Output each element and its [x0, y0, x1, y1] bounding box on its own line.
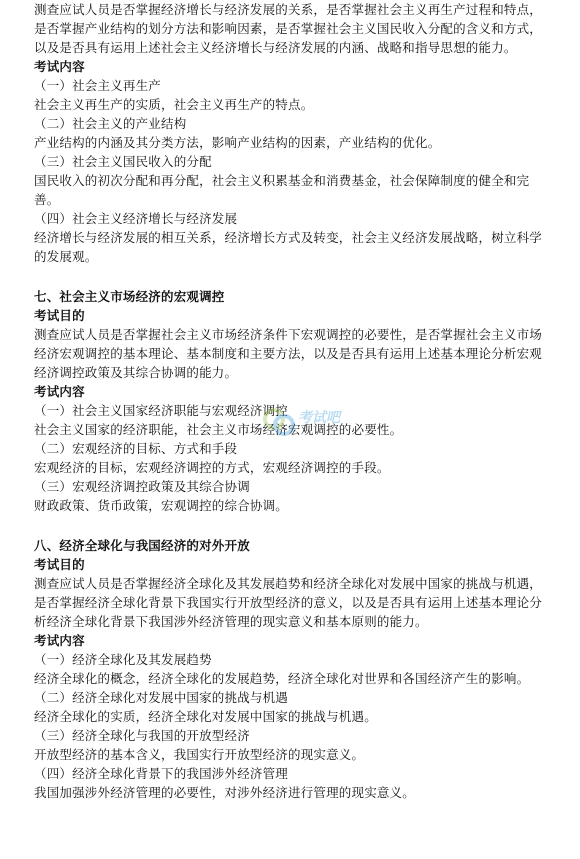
block1-item-4-title: （四）社会主义经济增长与经济发展 [34, 211, 238, 226]
block-1 [0, 0, 580, 266]
section8-item-3-body: 开放型经济的基本含义，我国实行开放型经济的现实意义。 [34, 747, 365, 762]
watermark-logo [260, 405, 380, 445]
block1-content-label: 考试内容 [34, 59, 85, 74]
section8-item-3-title: （三）经济全球化与我国的开放型经济 [34, 728, 250, 743]
block1-item-3-title: （三）社会主义国民收入的分配 [34, 154, 212, 169]
section7-goal-label: 考试目的 [34, 308, 85, 323]
section7-heading: 七、社会主义市场经济的宏观调控 [34, 289, 225, 304]
section8-goal-label: 考试目的 [34, 557, 85, 572]
section-8 [0, 536, 580, 802]
section8-item-2-title: （二）经济全球化对发展中国家的挑战与机遇 [34, 690, 289, 705]
section7-goal: 测查应试人员是否掌握社会主义市场经济条件下宏观调控的必要性，是否掌握社会主义市场经济宏观调控的基本理论、基本制度和主要方法，以及是否具有运用上述基本理论分析宏观经济调控政策及其综合协调的能力。 [34, 327, 543, 380]
block1-item-2-body: 产业结构的内涵及其分类方法，影响产业结构的因素，产业结构的优化。 [34, 135, 441, 150]
section-gap [0, 515, 580, 536]
block1-item-1-title: （一）社会主义再生产 [34, 78, 162, 93]
block1-item-3-body: 国民收入的初次分配和再分配，社会主义积累基金和消费基金，社会保障制度的健全和完善。 [34, 173, 530, 207]
section8-content-label: 考试内容 [34, 633, 85, 648]
section8-item-4-title: （四）经济全球化背景下的我国涉外经济管理 [34, 766, 289, 781]
section8-goal: 测查应试人员是否掌握经济全球化及其发展趋势和经济全球化对发展中国家的挑战与机遇，是否掌握经济全球化背景下我国实行开放型经济的意义，以及是否具有运用上述基本理论分析经济全球化背景下我国涉外经济管理的现实意义和基本原则的能力。 [34, 576, 543, 629]
block1-item-4-body: 经济增长与经济发展的相互关系，经济增长方式及转变，社会主义经济发展战略，树立科学的发展观。 [34, 230, 543, 264]
watermark-swirl-icon [260, 405, 300, 441]
block1-item-2-title: （二）社会主义的产业结构 [34, 116, 187, 131]
section8-item-1-title: （一）经济全球化及其发展趋势 [34, 652, 212, 667]
section7-item-3-title: （三）宏观经济调控政策及其综合协调 [34, 479, 250, 494]
section8-item-1-body: 经济全球化的概念，经济全球化的发展趋势，经济全球化对世界和各国经济产生的影响。 [34, 671, 530, 686]
section-7 [0, 287, 580, 515]
section7-item-2-body: 宏观经济的目标，宏观经济调控的方式，宏观经济调控的手段。 [34, 460, 390, 475]
section8-item-4-body: 我国加强涉外经济管理的必要性，对涉外经济进行管理的现实意义。 [34, 785, 416, 800]
section7-item-2-title: （二）宏观经济的目标、方式和手段 [34, 441, 238, 456]
section7-item-1-body: 社会主义国家的经济职能，社会主义市场经济宏观调控的必要性。 [34, 422, 403, 437]
section7-item-3-body: 财政政策、货币政策，宏观调控的综合协调。 [34, 498, 289, 513]
watermark-text: 考试吧 [298, 410, 340, 426]
section-gap [0, 266, 580, 287]
block1-item-1-body: 社会主义再生产的实质，社会主义再生产的特点。 [34, 97, 314, 112]
section7-content-label: 考试内容 [34, 384, 85, 399]
block1-paragraph: 测查应试人员是否掌握经济增长与经济发展的关系，是否掌握社会主义再生产过程和特点，是否掌握产业结构的划分方法和影响因素，是否掌握社会主义国民收入分配的含义和方式，以及是否具有运用上述社会主义经济增长与经济发展的内涵、战略和指导思想的能力。 [34, 2, 543, 55]
section8-heading: 八、经济全球化与我国经济的对外开放 [34, 538, 250, 553]
section8-item-2-body: 经济全球化的实质，经济全球化对发展中国家的挑战与机遇。 [34, 709, 377, 724]
section7-item-1-title: （一）社会主义国家经济职能与宏观经济调控 [34, 403, 289, 418]
